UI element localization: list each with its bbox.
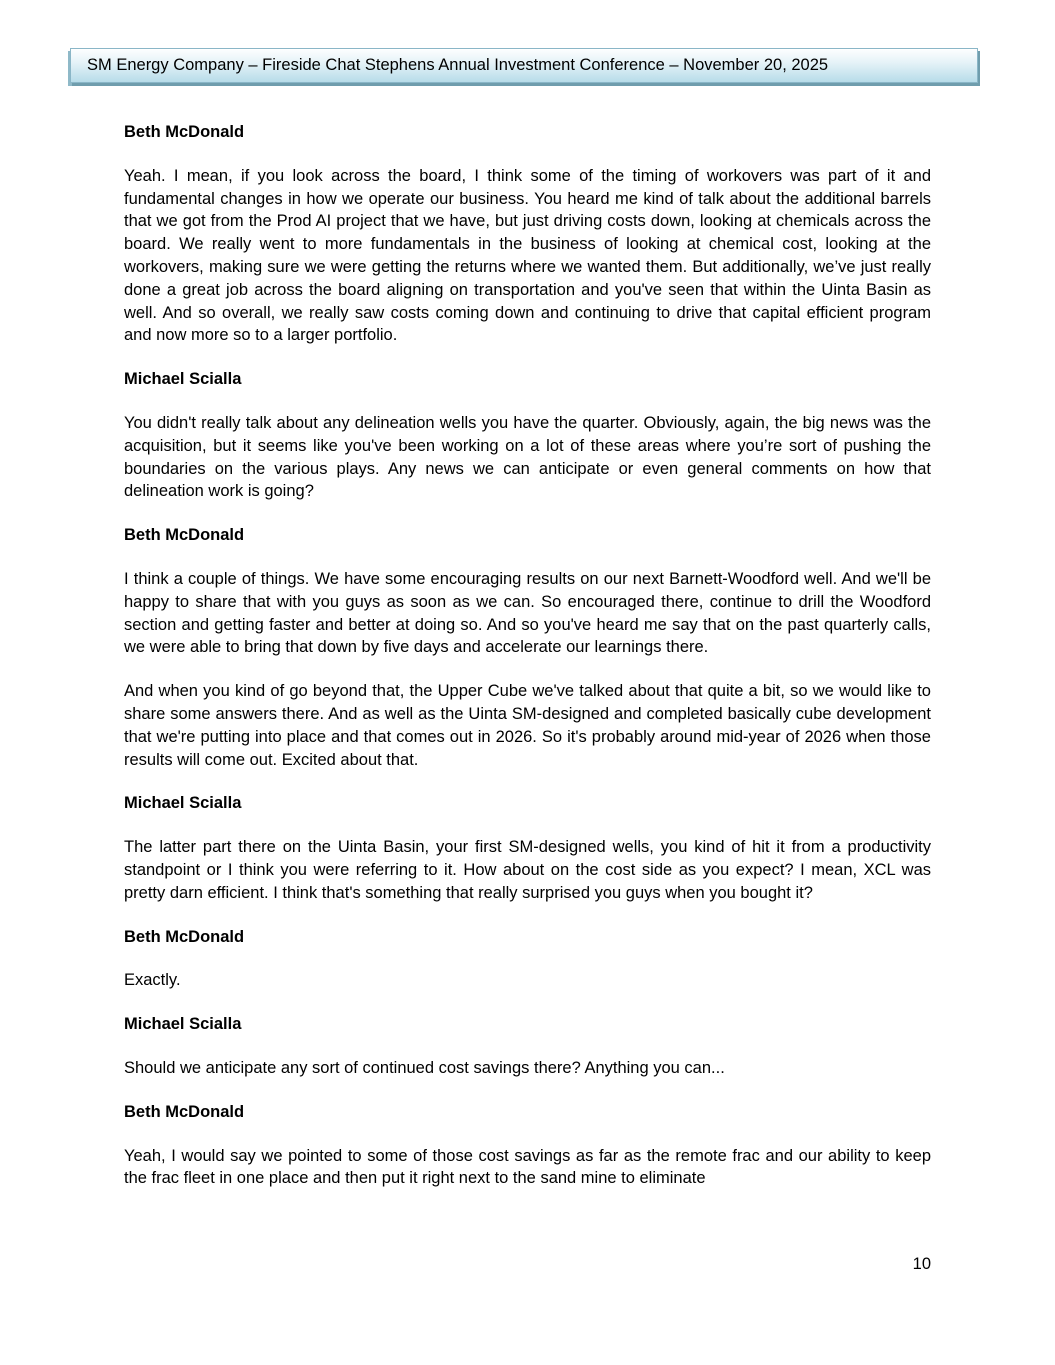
transcript-paragraph: Should we anticipate any sort of continued cost savings there? Anything you can... bbox=[124, 1058, 725, 1077]
transcript-paragraph: You didn't really talk about any delineation wells you have the quarter. Obviously, again, the big news was the acquisition, but it seems like you've been working on a lot of these areas where you’re sort of pushing the boundaries on the various plays. Any news we can anticipate or even general comments on how that delineation work is going? bbox=[124, 413, 931, 501]
transcript-paragraph: Exactly. bbox=[124, 971, 181, 990]
header-banner bbox=[70, 48, 978, 83]
speaker-name: Beth McDonald bbox=[124, 1102, 245, 1121]
speaker-name: Beth McDonald bbox=[124, 123, 245, 141]
speaker-name: Beth McDonald bbox=[124, 927, 245, 946]
speaker-name: Beth McDonald bbox=[124, 526, 245, 545]
transcript-paragraph: Yeah. I mean, if you look across the board, I think some of the timing of workovers was part of it and fundamental changes in how we operate our business. You heard me kind of talk about the additional barrels that we got from the Prod AI project that we have, but just driving costs down, looking at chemicals across the board. We really went to more fundamentals in the business of looking at chemical cost, looking at the workovers, making sure we were getting the returns where we wanted them. But additionally, we’ve just really done a great job across the board aligning on transportation and you've seen that within the Uinta Basin as well. And so overall, we really saw costs coming down and continuing to drive that capital efficient program and now more so to a larger portfolio. bbox=[124, 166, 931, 345]
speaker-name: Michael Scialla bbox=[124, 1015, 242, 1034]
transcript-paragraph: Yeah, I would say we pointed to some of those cost savings as far as the remote frac and our ability to keep the frac fleet in one place and then put it right next to the sand mine to eliminate bbox=[124, 1146, 931, 1188]
transcript-paragraph: And when you kind of go beyond that, the Upper Cube we've talked about that quite a bit, so we would like to share some answers there. And as well as the Uinta SM-designed and completed basically cube development that we're putting into place and that comes out in 2026. So it's probably around mid-year of 2026 when those results will come out. Excited about that. bbox=[124, 682, 931, 769]
transcript bbox=[124, 121, 931, 1190]
transcript-paragraph: The latter part there on the Uinta Basin, your first SM-designed wells, you kind of hit it from a productivity standpoint or I think you were referring to it. How about on the cost side as you expect? I mean, XCL was pretty darn efficient. I think that's something that really surprised you guys when you bought it? bbox=[124, 838, 931, 902]
speaker-name: Michael Scialla bbox=[124, 370, 242, 389]
transcript-paragraph: I think a couple of things. We have some encouraging results on our next Barnett-Woodford well. And we'll be happy to share that with you guys as soon as we can. So encouraged there, continue to drill the Woodford section and getting faster and better at doing so. And so you've heard me say that on the past quarterly calls, we were able to bring that down by five days and accelerate our learnings there. bbox=[124, 569, 931, 657]
page-number: 10 bbox=[912, 1255, 931, 1273]
document-title: SM Energy Company – Fireside Chat Stephens Annual Investment Conference – November 20, 2025 bbox=[87, 56, 829, 74]
speaker-name: Michael Scialla bbox=[124, 794, 242, 813]
